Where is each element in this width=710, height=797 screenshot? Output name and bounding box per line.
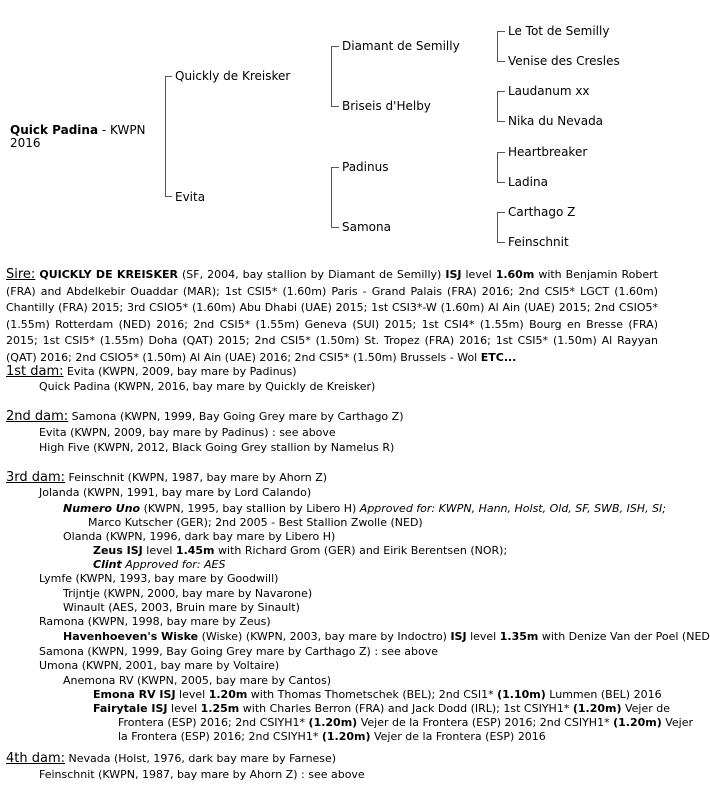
dam1-line [6,365,297,379]
bracket-line [497,212,505,213]
list-item [63,630,710,644]
list-item [93,702,670,716]
class-height: (1.20m) [613,716,662,729]
list-item: Ramona (KWPN, 1998, bay mare by Zeus) [39,615,271,628]
horse-info: (Wiske) (KWPN, 2003, bay mare by Indoctro) [198,630,451,643]
horse-results: Vejer [661,716,694,729]
dam4-text: Nevada (Holst, 1976, dark bay mare by Farnese) [65,752,337,765]
approved-list: Approved for: AES [121,558,226,571]
bracket-line [497,152,505,153]
horse-results: with Thomas Thometschek (BEL); 2nd CSI1* [247,688,498,701]
horse-results: Vejer de [621,702,671,715]
list-item [93,544,507,558]
list-item: Umona (KWPN, 2001, bay mare by Voltaire) [39,659,280,672]
dam-name: Evita [175,190,206,204]
dam4-line [6,752,336,766]
level-height: 1.45m [175,544,215,557]
etc-link[interactable]: ETC... [480,350,517,364]
bracket-line [497,121,505,122]
bracket-line [331,167,332,228]
level-height: 1.35m [499,630,539,643]
dam-dam-name: Samona [342,220,391,234]
sire-dam-name: Briseis d'Helby [342,99,431,113]
list-item: Trijntje (KWPN, 2000, bay mare by Navarone) [63,587,313,600]
sdd-name: Nika du Nevada [508,114,604,128]
bracket-line [331,167,339,168]
dam3-heading: 3rd dam: [6,470,66,485]
list-item: Jolanda (KWPN, 1991, bay mare by Lord Calando) [39,486,312,499]
dam2-line [6,410,404,424]
bracket-line [331,46,332,107]
bracket-line [165,196,172,197]
dsd-name: Ladina [508,175,548,189]
sds-name: Laudanum xx [508,84,590,98]
subject-name: Quick Padina [10,123,99,137]
horse-name: Havenhoeven's Wiske [63,630,199,643]
subject-horse [10,124,146,150]
level-text: level [167,702,201,715]
list-item [93,688,662,702]
horse-results: with Charles Berron (FRA) and Jack Dodd (IRL); 1st CSIYH1* [239,702,573,715]
bracket-line [497,91,505,92]
bracket-line [165,76,166,197]
dam2-heading: 2nd dam: [6,409,69,424]
bracket-line [497,242,505,243]
horse-name: Zeus ISJ [93,544,143,557]
bracket-line [331,227,339,228]
sire-section [6,267,658,366]
sire-name-caps: QUICKLY DE KREISKER [39,268,178,281]
horse-name: Fairytale ISJ [93,702,168,715]
horse-results: la Frontera (ESP) 2016; 2nd CSIYH1* [118,730,322,743]
list-item [118,730,546,744]
dam4-heading: 4th dam: [6,751,66,766]
subject-meta: - KWPN [98,123,146,137]
sss-name: Le Tot de Semilly [508,24,610,38]
horse-results: Frontera (ESP) 2016; 2nd CSIYH1* [118,716,309,729]
horse-name: Clint [93,558,122,571]
list-item [93,558,225,572]
dam2-child: Evita (KWPN, 2009, bay mare by Padinus) : see above [39,426,336,439]
level-height: 1.20m [208,688,248,701]
class-height: (1.20m) [321,730,371,743]
dam1-heading: 1st dam: [6,364,64,379]
list-item: Anemona RV (KWPN, 2005, bay mare by Cantos) [63,674,331,687]
class-height: (1.10m) [497,688,546,701]
list-item: Samona (KWPN, 1999, Bay Going Grey mare by Carthago Z) : see above [39,645,439,658]
level-text: level [466,630,500,643]
bracket-line [497,212,498,243]
horse-name: Emona RV ISJ [93,688,176,701]
horse-results: with Denize Van der Poel (NED [538,630,710,643]
sire-sire-name: Diamant de Semilly [342,39,460,53]
bracket-line [497,91,498,122]
list-item: Winault (AES, 2003, Bruin mare by Sinault) [63,601,300,614]
bracket-line [497,31,505,32]
list-item [118,716,693,730]
horse-name: Numero Uno [63,502,141,515]
approved-list: Approved for: KWPN, Hann, Holst, Old, SF, SWB, ISH, SI; [359,502,667,515]
level-text: level [142,544,176,557]
isj: ISJ [450,630,467,643]
bracket-line [165,76,172,77]
sire-name: Quickly de Kreisker [175,69,291,83]
subject-year: 2016 [10,136,41,150]
ddd-name: Feinschnit [508,235,569,249]
sire-isj: ISJ [445,268,462,281]
sire-level: 1.60m [495,268,535,281]
bracket-line [497,31,498,62]
level-text: level [175,688,209,701]
bracket-line [331,106,339,107]
dam1-text: Evita (KWPN, 2009, bay mare by Padinus) [63,365,297,378]
dam2-child: High Five (KWPN, 2012, Black Going Grey stallion by Namelus R) [39,441,395,454]
dam-sire-name: Padinus [342,160,389,174]
dss-name: Heartbreaker [508,145,588,159]
horse-results: with Richard Grom (GER) and Eirik Berentsen (NOR); [214,544,508,557]
list-item: Lymfe (KWPN, 1993, bay mare by Goodwill) [39,572,279,585]
bracket-line [331,46,339,47]
ssd-name: Venise des Cresles [508,54,620,68]
horse-results: Lummen (BEL) 2016 [545,688,662,701]
level-height: 1.25m [200,702,240,715]
bracket-line [497,61,505,62]
class-height: (1.20m) [572,702,622,715]
list-item [63,502,666,516]
pedigree-tree [0,0,670,255]
list-item: Marco Kutscher (GER); 2nd 2005 - Best Stallion Zwolle (NED) [88,516,423,529]
dam3-line [6,471,327,485]
bracket-line [497,152,498,183]
dam3-text: Feinschnit (KWPN, 1987, bay mare by Ahorn Z) [65,471,328,484]
dam4-child: Feinschnit (KWPN, 1987, bay mare by Ahorn Z) : see above [39,768,365,781]
sire-info: (SF, 2004, bay stallion by Diamant de Semilly) [177,268,446,281]
dds-name: Carthago Z [508,205,576,219]
dam2-text: Samona (KWPN, 1999, Bay Going Grey mare by Carthago Z) [68,410,404,423]
horse-info: (KWPN, 1995, bay stallion by Libero H) [140,502,360,515]
sire-level-text: level [461,268,496,281]
dam1-child: Quick Padina (KWPN, 2016, bay mare by Quickly de Kreisker) [39,380,376,393]
horse-results: Vejer de la Frontera (ESP) 2016 [370,730,546,743]
sire-heading: Sire: [6,267,36,282]
sire-results: with Benjamin Robert (FRA) and Abdelkebir Ouaddar (MAR); 1st CSI5* (1.60m) Paris - Grand Palais (FRA) 2016; 2nd CSI5* LGCT (1.60m) Chantilly (FRA) 2015; 3rd CSIO5* (1.60m) Abu Dhabi (UAE) 2015; 1st CSI3*-W (1.60m) Al Ain (UAE) 2015; 2nd CSIO5* (1.55m) Rotterdam (NED) 2016; 2nd CSI5* (1.55m) Geneva (SUI) 2015; 1st CSI4* (1.55m) Bourg en Bresse (FRA) 2015; 1st CSI5* (1.55m) Doha (QAT) 2015; 2nd CSI5* (1.50m) St. Tropez (FRA) 2016; 1st CSI5* (1.50m) Al Rayyan (QAT) 2016; 2nd CSIO5* (1.50m) Al Ain (UAE) 2016; 2nd CSI5* (1.50m) Brussels - Wol [6,268,658,364]
list-item: Olanda (KWPN, 1996, dark bay mare by Libero H) [63,530,336,543]
horse-results: Vejer de la Frontera (ESP) 2016; 2nd CSIYH1* [357,716,614,729]
class-height: (1.20m) [308,716,358,729]
bracket-line [497,182,505,183]
